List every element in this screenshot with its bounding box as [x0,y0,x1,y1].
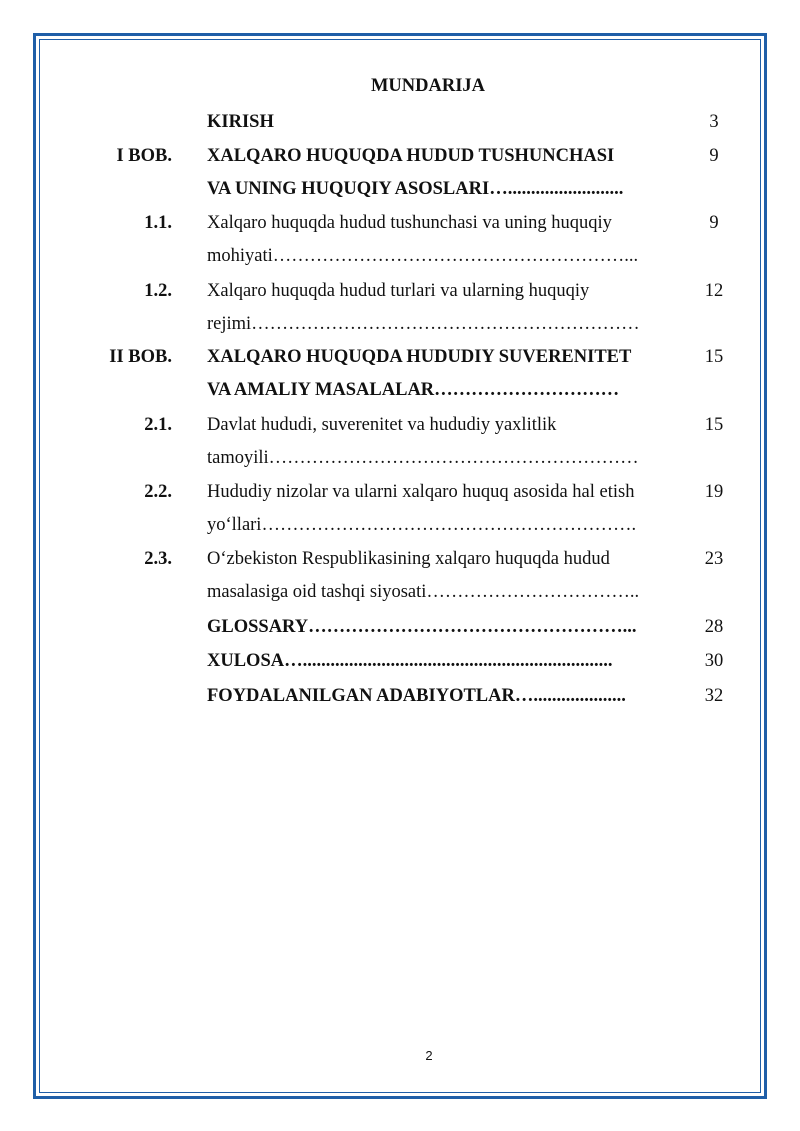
toc-entry-page: 23 [704,549,724,569]
toc-entry-number: II BOB. [109,347,172,367]
toc-entry-title [207,476,677,542]
toc-entry-line: VA UNING HUQUQIY ASOSLARI…......................... [207,179,624,199]
toc-entry-line: XALQARO HUQUQDA HUDUD TUSHUNCHASI [207,146,615,166]
toc-entry-page: 19 [704,482,724,502]
toc-entry-line: Xalqaro huquqda hudud turlari va ularning huquqiy [207,281,590,301]
toc-entry-page: 3 [709,112,719,132]
toc-entry-number: 2.1. [144,415,172,435]
toc-entry-page: 12 [704,281,724,301]
toc-entry-line: XULOSA…................................................................... [207,651,613,671]
toc-entry-number: 1.1. [144,213,172,233]
toc-entry-line: yo‘llari……………………………………………………. [207,515,637,535]
toc-entry-page: 30 [704,651,724,671]
toc-entry-line: GLOSSARY……………………………………………... [207,617,637,637]
toc-entry-title [207,341,677,407]
toc-entry-line: FOYDALANILGAN ADABIYOTLAR….................... [207,686,626,706]
toc-entry-page: 15 [704,415,724,435]
toc-entry-line: KIRISH [207,112,274,132]
toc-entry-number: 2.2. [144,482,172,502]
toc-entry-page: 9 [709,146,719,166]
toc-entry-line: Xalqaro huquqda hudud tushunchasi va uning huquqiy [207,213,612,233]
toc-entry-line: masalasiga oid tashqi siyosati…………………………….. [207,582,640,602]
toc-entry-title [207,680,677,713]
toc-entry-page: 15 [704,347,724,367]
toc-title: MUNDARIJA [370,76,486,96]
toc-entry-title [207,543,677,609]
toc-entry-title [207,106,677,139]
toc-entry-line: O‘zbekiston Respublikasining xalqaro huquqda hudud [207,549,610,569]
toc-entry-title [207,611,677,644]
toc-entry-title [207,275,677,341]
page-number: 2 [425,1048,433,1063]
toc-entry-title [207,207,677,273]
toc-entry-title [207,409,677,475]
toc-entry-line: tamoyili…………………………………………………… [207,448,639,468]
toc-entry-line: rejimi……………………………………………………… [207,314,640,334]
toc-entry-number: 2.3. [144,549,172,569]
toc-entry-number: 1.2. [144,281,172,301]
toc-entry-line: Hududiy nizolar va ularni xalqaro huquq asosida hal etish [207,482,635,502]
toc-entry-line: VA AMALIY MASALALAR………………………… [207,380,620,400]
toc-entry-page: 9 [709,213,719,233]
toc-entry-title [207,140,677,206]
toc-entry-line: XALQARO HUQUQDA HUDUDIY SUVERENITET [207,347,632,367]
toc-entry-title [207,645,677,678]
toc-entry-page: 32 [704,686,724,706]
toc-entry-line: mohiyati…………………………………………………... [207,246,639,266]
toc-entry-line: Davlat hududi, suverenitet va hududiy yaxlitlik [207,415,557,435]
toc-entry-number: I BOB. [116,146,172,166]
toc-entry-page: 28 [704,617,724,637]
